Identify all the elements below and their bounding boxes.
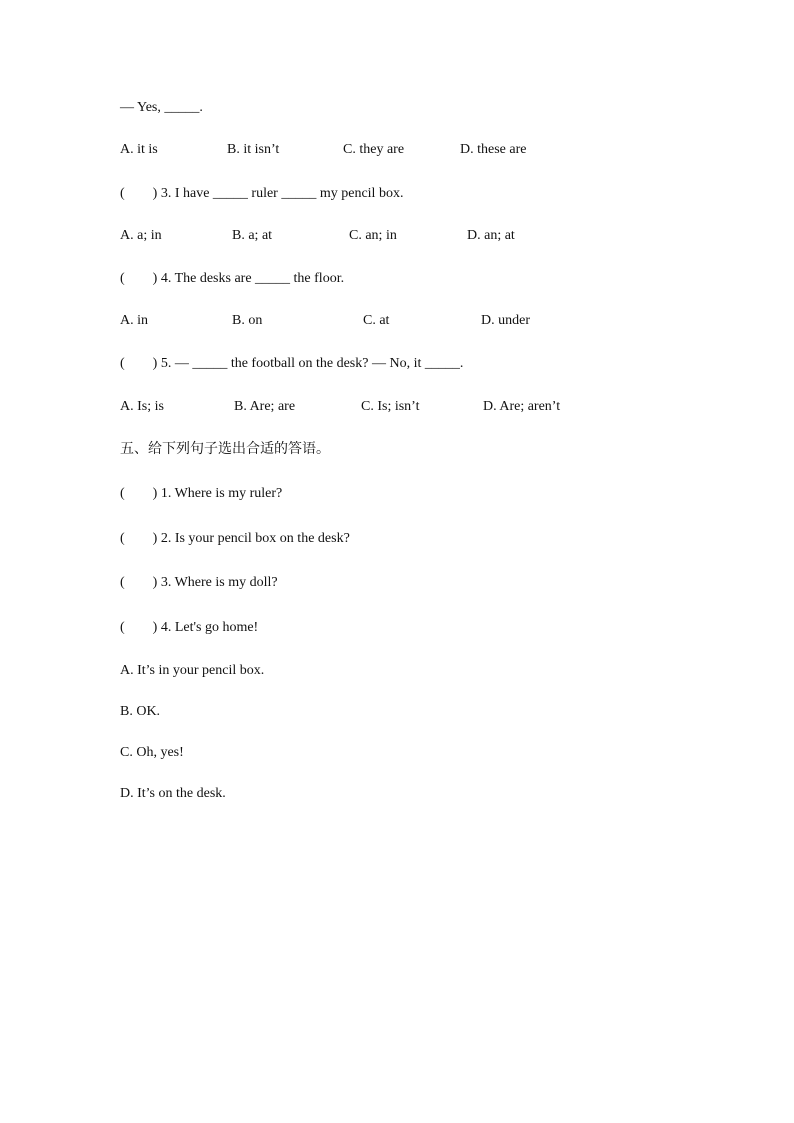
q2-option-a: A. it is — [120, 142, 158, 157]
q5-option-c: C. Is; isn’t — [361, 399, 420, 414]
section-5-answer-b: B. OK. — [120, 704, 161, 719]
section-5-answer-a: A. It’s in your pencil box. — [120, 663, 265, 678]
q4-option-a: A. in — [120, 313, 148, 328]
q3-option-b: B. a; at — [232, 228, 273, 243]
section-5-answer-c: C. Oh, yes! — [120, 745, 184, 760]
q3-option-d: D. an; at — [467, 228, 515, 243]
q5-option-a: A. Is; is — [120, 399, 164, 414]
q2-option-b: B. it isn’t — [227, 142, 280, 157]
q3-option-a: A. a; in — [120, 228, 162, 243]
section-5-question-4: ( ) 4. Let's go home! — [120, 620, 259, 635]
question-3-stem: ( ) 3. I have _____ ruler _____ my pencil box. — [120, 186, 404, 201]
question-2-answer-line: — Yes, _____. — [120, 100, 203, 115]
question-5-stem: ( ) 5. — _____ the football on the desk? — No, it _____. — [120, 356, 464, 371]
q2-option-d: D. these are — [460, 142, 527, 157]
section-5-question-3: ( ) 3. Where is my doll? — [120, 575, 278, 590]
q5-option-b: B. Are; are — [234, 399, 296, 414]
q4-option-b: B. on — [232, 313, 263, 328]
question-4-stem: ( ) 4. The desks are _____ the floor. — [120, 271, 345, 286]
section-5-question-1: ( ) 1. Where is my ruler? — [120, 486, 283, 501]
section-5-answer-d: D. It’s on the desk. — [120, 786, 226, 801]
q3-option-c: C. an; in — [349, 228, 397, 243]
q4-option-c: C. at — [363, 313, 390, 328]
q5-option-d: D. Are; aren’t — [483, 399, 561, 414]
section-5-question-2: ( ) 2. Is your pencil box on the desk? — [120, 531, 350, 546]
section-5-title: 五、给下列句子选出合适的答语。 — [120, 441, 330, 457]
q2-option-c: C. they are — [343, 142, 405, 157]
q4-option-d: D. under — [481, 313, 530, 328]
